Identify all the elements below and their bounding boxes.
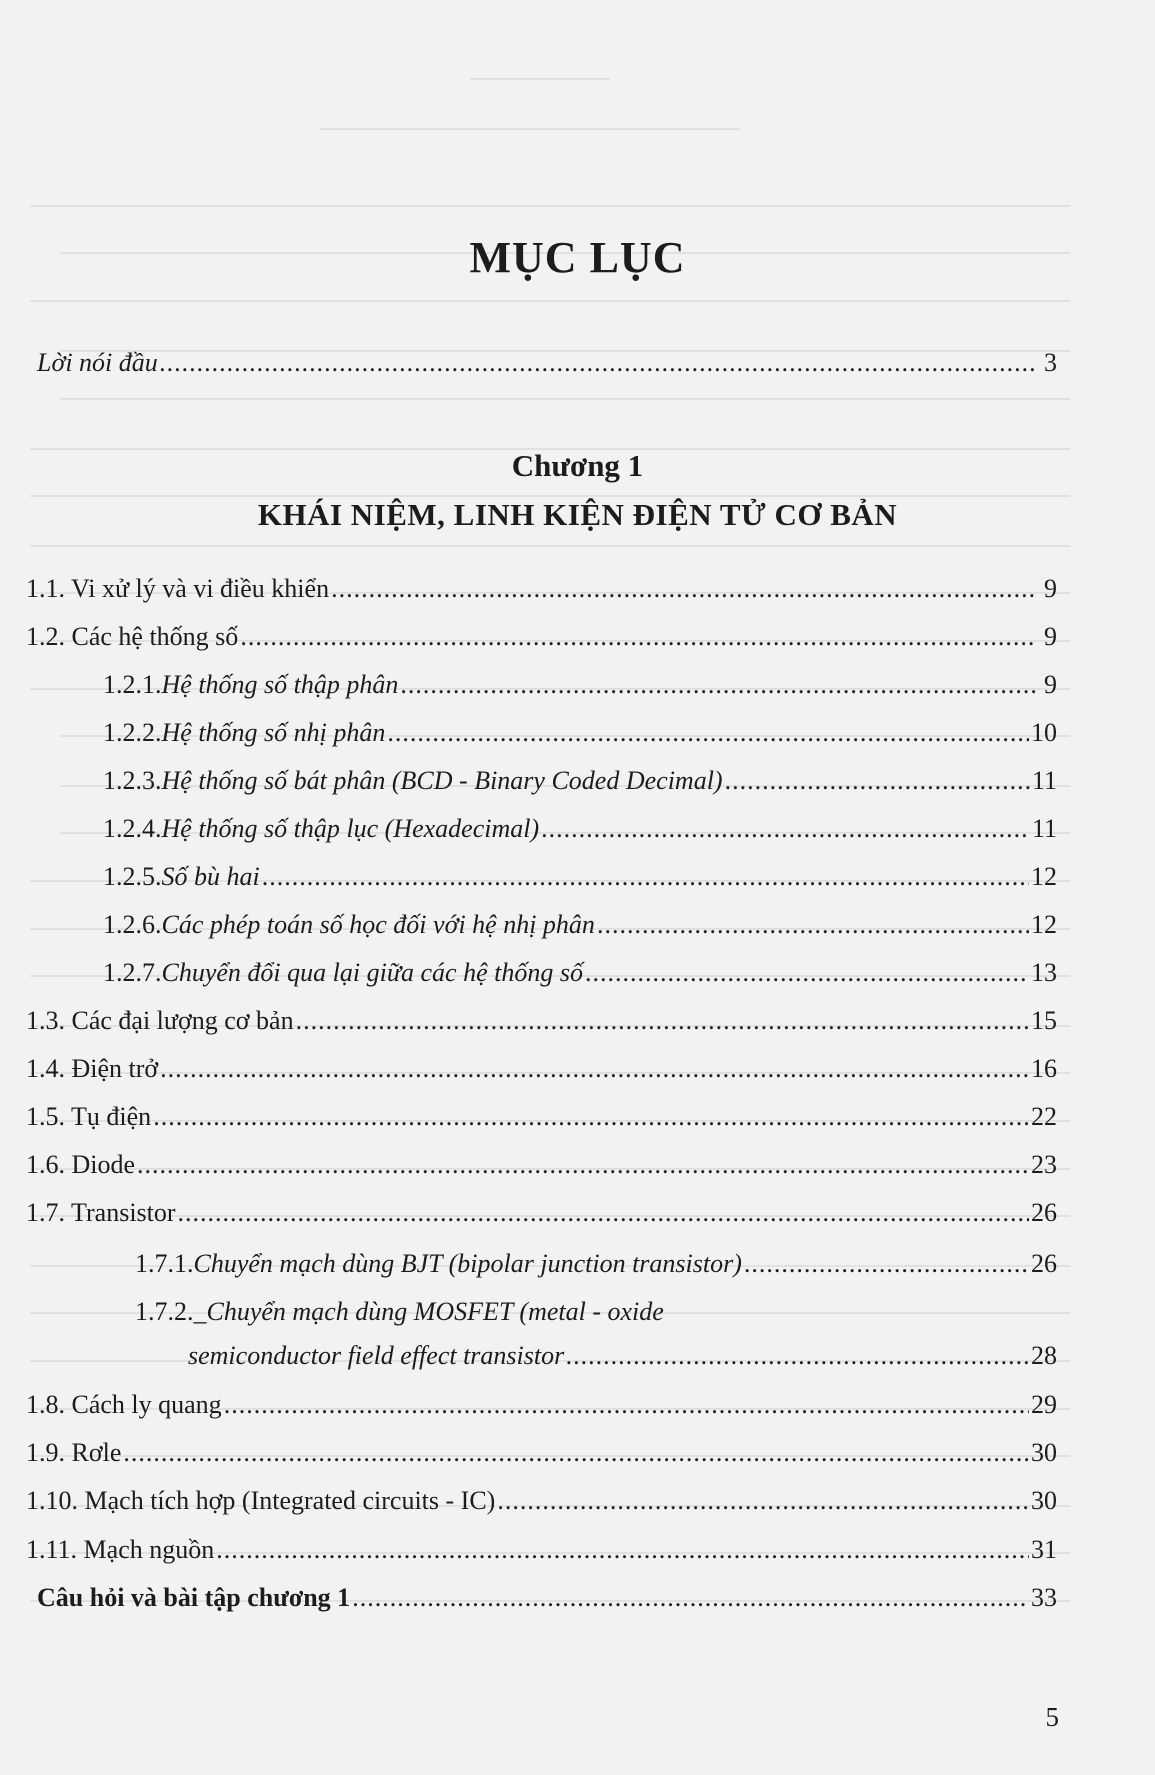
- toc-entry-exercises[interactable]: [37, 1581, 1057, 1615]
- toc-entry-number: 1.2.3.: [103, 766, 162, 795]
- toc-entry-number: 1.2.7.: [103, 958, 162, 987]
- toc-entry-number: 1.2.2.: [103, 718, 162, 747]
- toc-entry-label: Hệ thống số thập lục (Hexadecimal): [161, 814, 540, 843]
- toc-entry-page: 9: [1044, 622, 1057, 651]
- toc-entry-page: 31: [1031, 1535, 1057, 1564]
- toc-entry-label: 1.6. Diode: [26, 1150, 136, 1179]
- toc-entry-label: 1.5. Tụ điện: [26, 1102, 152, 1131]
- toc-subentry[interactable]: [103, 764, 1057, 798]
- toc-entry[interactable]: [26, 1100, 1057, 1134]
- toc-entry-label: 1.8. Cách ly quang: [26, 1390, 222, 1419]
- toc-subentry[interactable]: [135, 1247, 1057, 1281]
- toc-subentry-continuation[interactable]: [188, 1339, 1057, 1373]
- toc-entry-page: 10: [1031, 718, 1057, 747]
- toc-entry-label: Chuyển mạch dùng BJT (bipolar junction transistor): [193, 1249, 742, 1278]
- dot-leader: [160, 346, 1037, 380]
- toc-entry[interactable]: [26, 1484, 1057, 1518]
- toc-subentry[interactable]: [103, 812, 1057, 846]
- toc-entry-label: 1.9. Rơle: [26, 1438, 122, 1467]
- dot-leader: [296, 1004, 1029, 1038]
- dot-leader: [331, 572, 1037, 606]
- toc-entry[interactable]: [26, 1148, 1057, 1182]
- toc-entry-label: Lời nói đầu: [37, 348, 158, 377]
- toc-entry-label: 1.1. Vi xử lý và vi điều khiển: [26, 574, 330, 603]
- toc-entry-label: 1.4. Điện trở: [26, 1054, 159, 1083]
- toc-entry[interactable]: [26, 1533, 1057, 1567]
- toc-entry-page: 23: [1031, 1150, 1057, 1179]
- toc-entry-page: 9: [1044, 670, 1057, 699]
- toc-entry-page: 15: [1031, 1006, 1057, 1035]
- toc-entry[interactable]: [26, 1196, 1057, 1230]
- toc-subentry[interactable]: [103, 668, 1057, 702]
- toc-entry[interactable]: [26, 1388, 1057, 1422]
- toc-entry-page: 12: [1031, 910, 1057, 939]
- dot-leader: [160, 1052, 1029, 1086]
- dot-leader: [497, 1484, 1029, 1518]
- toc-title: MỤC LỤC: [469, 233, 686, 282]
- toc-entry-label: 1.3. Các đại lượng cơ bản: [26, 1006, 294, 1035]
- dot-leader: [123, 1436, 1029, 1470]
- toc-entry[interactable]: [26, 620, 1057, 654]
- chapter-title: KHÁI NIỆM, LINH KIỆN ĐIỆN TỬ CƠ BẢN: [257, 497, 898, 532]
- dot-leader: [566, 1339, 1029, 1373]
- toc-entry-label: Chuyển đổi qua lại giữa các hệ thống số: [161, 958, 583, 987]
- toc-entry-number: 1.2.1.: [103, 670, 162, 699]
- toc-entry-page: 33: [1031, 1583, 1057, 1612]
- dot-leader: [597, 908, 1029, 942]
- toc-entry-number: 1.7.2.: [135, 1297, 194, 1326]
- toc-entry-label: Số bù hai: [161, 862, 260, 891]
- toc-subentry[interactable]: [103, 716, 1057, 750]
- page-number: 5: [1045, 1702, 1059, 1732]
- toc-entry-label: Câu hỏi và bài tập chương 1: [37, 1583, 351, 1612]
- toc-entry-number: 1.2.4.: [103, 814, 162, 843]
- dot-leader: [137, 1148, 1029, 1182]
- dot-leader: [387, 716, 1029, 750]
- toc-entry[interactable]: [26, 1052, 1057, 1086]
- dot-leader: [240, 620, 1037, 654]
- toc-entry-page: 29: [1031, 1390, 1057, 1419]
- toc-entry-label: 1.11. Mạch nguồn: [26, 1535, 215, 1564]
- toc-entry-page: 26: [1031, 1198, 1057, 1227]
- dot-leader: [725, 764, 1030, 798]
- toc-entry-page: 16: [1031, 1054, 1057, 1083]
- toc-entry-label: semiconductor field effect transistor: [188, 1341, 565, 1370]
- dot-leader: [744, 1247, 1029, 1281]
- toc-entry-page: 26: [1031, 1249, 1057, 1278]
- dot-leader: [153, 1100, 1029, 1134]
- toc-entry[interactable]: [26, 1436, 1057, 1470]
- toc-entry-label: Hệ thống số bát phân (BCD - Binary Coded Decimal): [161, 766, 723, 795]
- toc-entry-label: 1.2. Các hệ thống số: [26, 622, 239, 651]
- chapter-label: Chương 1: [511, 448, 644, 483]
- toc-entry-label: _Chuyển mạch dùng MOSFET (metal - oxide: [193, 1297, 664, 1326]
- toc-entry-page: 28: [1031, 1341, 1057, 1370]
- toc-entry-page: 12: [1031, 862, 1057, 891]
- toc-entry-number: 1.2.6.: [103, 910, 162, 939]
- toc-subentry[interactable]: [103, 956, 1057, 990]
- toc-entry-page: 30: [1031, 1486, 1057, 1515]
- dot-leader: [400, 668, 1037, 702]
- toc-subentry[interactable]: [103, 860, 1057, 894]
- dot-leader: [224, 1388, 1029, 1422]
- toc-entry-page: 22: [1031, 1102, 1057, 1131]
- toc-entry-label: 1.10. Mạch tích hợp (Integrated circuits - IC): [26, 1486, 496, 1515]
- toc-entry-label: 1.7. Transistor: [26, 1198, 176, 1227]
- dot-leader: [178, 1196, 1029, 1230]
- dot-leader: [216, 1533, 1029, 1567]
- toc-entry-page: 30: [1031, 1438, 1057, 1467]
- toc-entry-label: Hệ thống số thập phân: [161, 670, 399, 699]
- dot-leader: [352, 1581, 1029, 1615]
- toc-entry-page: 3: [1044, 348, 1057, 377]
- toc-subentry[interactable]: [135, 1295, 1057, 1329]
- dot-leader: [541, 812, 1030, 846]
- toc-entry-label: Các phép toán số học đối với hệ nhị phân: [161, 910, 595, 939]
- toc-entry[interactable]: [26, 572, 1057, 606]
- toc-entry-number: 1.7.1.: [135, 1249, 194, 1278]
- toc-entry-label: Hệ thống số nhị phân: [161, 718, 386, 747]
- dot-leader: [585, 956, 1029, 990]
- toc-entry-page: 11: [1031, 814, 1057, 843]
- toc-entry-page: 11: [1031, 766, 1057, 795]
- toc-entry-number: 1.2.5.: [103, 862, 162, 891]
- toc-entry-preface[interactable]: [37, 346, 1057, 380]
- toc-entry-page: 9: [1044, 574, 1057, 603]
- toc-subentry[interactable]: [103, 908, 1057, 942]
- toc-entry-page: 13: [1031, 958, 1057, 987]
- toc-entry[interactable]: [26, 1004, 1057, 1038]
- dot-leader: [262, 860, 1029, 894]
